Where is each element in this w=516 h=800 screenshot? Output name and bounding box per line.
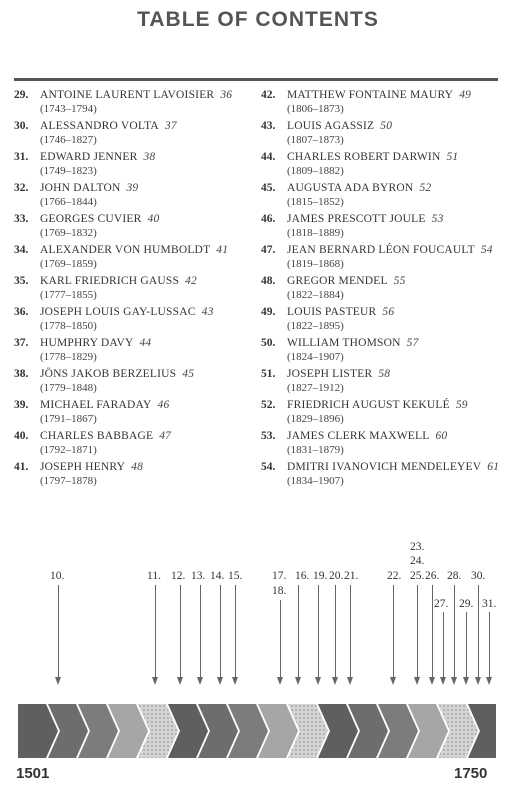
entry-title	[287, 213, 444, 225]
entry-title	[40, 430, 171, 442]
life-dates: (1829–1896)	[287, 413, 344, 425]
entry-title	[287, 399, 468, 411]
scientist-name: LOUIS AGASSIZ	[287, 120, 375, 132]
life-dates: (1778–1829)	[40, 351, 97, 363]
entry-number: 31.	[14, 151, 29, 163]
entry-title	[287, 120, 392, 132]
page-number: 41	[216, 244, 229, 256]
life-dates: (1792–1871)	[40, 444, 97, 456]
entry-number: 52.	[261, 399, 276, 411]
life-dates: (1797–1878)	[40, 475, 97, 487]
entry-number: 40.	[14, 430, 29, 442]
page-number: 38	[143, 151, 156, 163]
scientist-name: MICHAEL FARADAY	[40, 399, 152, 411]
toc-entry	[14, 117, 254, 148]
page-number: 55	[393, 275, 406, 287]
toc-entry	[261, 334, 501, 365]
entry-number: 32.	[14, 182, 29, 194]
scientist-name: JAMES CLERK MAXWELL	[287, 430, 430, 442]
entry-title	[287, 461, 499, 473]
entry-number: 38.	[14, 368, 29, 380]
entry-number: 34.	[14, 244, 29, 256]
toc-right-column	[261, 86, 501, 489]
timeline-chevron-band	[18, 704, 496, 758]
life-dates: (1779–1848)	[40, 382, 97, 394]
entry-number: 41.	[14, 461, 29, 473]
timeline-marker: 20.	[329, 570, 344, 582]
page-number: 59	[455, 399, 468, 411]
page-number: 42	[185, 275, 197, 287]
entry-title	[287, 244, 493, 256]
timeline-marker: 27.	[434, 598, 449, 610]
timeline-marker: 22.	[387, 570, 402, 582]
life-dates: (1827–1912)	[287, 382, 344, 394]
timeline-marker: 12.	[171, 570, 186, 582]
page-number: 58	[378, 368, 391, 380]
life-dates: (1824–1907)	[287, 351, 344, 363]
life-dates: (1746–1827)	[40, 134, 97, 146]
entry-number: 29.	[14, 89, 29, 101]
timeline-marker: 16.	[295, 570, 310, 582]
page-number: 37	[164, 120, 177, 132]
scientist-name: CHARLES ROBERT DARWIN	[287, 151, 441, 163]
timeline-end-year: 1750	[454, 765, 488, 782]
entry-number: 36.	[14, 306, 29, 318]
timeline-marker: 14.	[210, 570, 225, 582]
entry-number: 47.	[261, 244, 276, 256]
page-number: 52	[419, 182, 432, 194]
page-number: 44	[139, 337, 152, 349]
entry-title	[40, 306, 214, 318]
scientist-name: ANTOINE LAURENT LAVOISIER	[40, 89, 215, 101]
toc-entry	[14, 179, 254, 210]
life-dates: (1777–1855)	[40, 289, 97, 301]
entry-title	[287, 337, 419, 349]
life-dates: (1815–1852)	[287, 196, 344, 208]
life-dates: (1778–1850)	[40, 320, 97, 332]
timeline-marker: 30.	[471, 570, 486, 582]
entry-title	[287, 275, 406, 287]
scientist-name: GREGOR MENDEL	[287, 275, 388, 287]
scientist-name: CHARLES BABBAGE	[40, 430, 154, 442]
life-dates: (1791–1867)	[40, 413, 97, 425]
scientist-name: JOSEPH LISTER	[287, 368, 373, 380]
toc-entry	[14, 303, 254, 334]
entry-title	[40, 275, 197, 287]
entry-title	[287, 368, 390, 380]
entry-title	[287, 182, 431, 194]
life-dates: (1743–1794)	[40, 103, 97, 115]
toc-entry	[14, 86, 254, 117]
entry-title	[40, 461, 143, 473]
page-number: 53	[431, 213, 444, 225]
timeline-marker: 19.	[313, 570, 328, 582]
toc-entry	[14, 148, 254, 179]
timeline-marker: 25.	[410, 570, 425, 582]
entry-title	[40, 213, 159, 225]
life-dates: (1831–1879)	[287, 444, 344, 456]
page-number: 54	[480, 244, 493, 256]
toc-entry	[14, 427, 254, 458]
page-number: 56	[382, 306, 395, 318]
entry-title	[287, 89, 471, 101]
toc-entry	[261, 365, 501, 396]
toc-entry	[261, 458, 501, 489]
entry-number: 50.	[261, 337, 276, 349]
entry-number: 43.	[261, 120, 276, 132]
entry-number: 45.	[261, 182, 276, 194]
timeline-marker: 17.	[272, 570, 287, 582]
entry-title	[287, 306, 394, 318]
page-number: 47	[159, 430, 172, 442]
life-dates: (1822–1884)	[287, 289, 344, 301]
timeline-marker: 13.	[191, 570, 206, 582]
entry-title	[287, 151, 458, 163]
page-number: 46	[157, 399, 170, 411]
scientist-name: HUMPHRY DAVY	[40, 337, 134, 349]
entry-number: 51.	[261, 368, 276, 380]
scientist-name: JAMES PRESCOTT JOULE	[287, 213, 426, 225]
scientist-name: ALEXANDER VON HUMBOLDT	[40, 244, 211, 256]
entry-number: 30.	[14, 120, 29, 132]
entry-title	[40, 399, 169, 411]
toc-entry	[261, 148, 501, 179]
timeline-marker: 28.	[447, 570, 462, 582]
toc-entry	[14, 334, 254, 365]
page-number: 61	[487, 461, 500, 473]
page-number: 60	[435, 430, 448, 442]
toc-entry	[261, 303, 501, 334]
timeline-marker: 31.	[482, 598, 497, 610]
scientist-name: JOSEPH HENRY	[40, 461, 126, 473]
toc-entry	[261, 241, 501, 272]
timeline-marker: 21.	[344, 570, 359, 582]
life-dates: (1749–1823)	[40, 165, 97, 177]
timeline-marker: 10.	[50, 570, 65, 582]
entry-number: 33.	[14, 213, 29, 225]
scientist-name: AUGUSTA ADA BYRON	[287, 182, 414, 194]
life-dates: (1834–1907)	[287, 475, 344, 487]
page-number: 57	[406, 337, 419, 349]
timeline-marker: 18.	[272, 585, 287, 597]
entry-number: 37.	[14, 337, 29, 349]
life-dates: (1822–1895)	[287, 320, 344, 332]
scientist-name: FRIEDRICH AUGUST KEKULÉ	[287, 399, 450, 411]
timeline-marker: 24.	[410, 555, 425, 567]
entry-number: 39.	[14, 399, 29, 411]
life-dates: (1809–1882)	[287, 165, 344, 177]
entry-title	[40, 89, 232, 101]
scientist-name: JOSEPH LOUIS GAY-LUSSAC	[40, 306, 196, 318]
timeline-marker: 11.	[147, 570, 161, 582]
page-number: 43	[201, 306, 214, 318]
page-number: 45	[182, 368, 195, 380]
page-title: TABLE OF CONTENTS	[137, 8, 379, 31]
scientist-name: LOUIS PASTEUR	[287, 306, 377, 318]
page-number: 49	[459, 89, 472, 101]
toc-entry	[261, 427, 501, 458]
scientist-name: JÖNS JAKOB BERZELIUS	[40, 368, 177, 380]
scientist-name: MATTHEW FONTAINE MAURY	[287, 89, 454, 101]
toc-left-column	[14, 86, 254, 489]
toc-entry	[14, 210, 254, 241]
scientist-name: GEORGES CUVIER	[40, 213, 142, 225]
scientist-name: DMITRI IVANOVICH MENDELEYEV	[287, 461, 482, 473]
toc-entry	[261, 179, 501, 210]
timeline-start-year: 1501	[16, 765, 50, 782]
entry-title	[40, 244, 228, 256]
toc-entry	[261, 210, 501, 241]
page-number: 39	[126, 182, 139, 194]
entry-title	[40, 368, 194, 380]
timeline-marker: 26.	[425, 570, 440, 582]
entry-number: 53.	[261, 430, 276, 442]
entry-title	[40, 151, 155, 163]
entry-number: 54.	[261, 461, 276, 473]
toc-entry	[261, 272, 501, 303]
life-dates: (1818–1889)	[287, 227, 344, 239]
life-dates: (1819–1868)	[287, 258, 344, 270]
scientist-name: JOHN DALTON	[40, 182, 121, 194]
toc-entry	[14, 396, 254, 427]
entry-number: 44.	[261, 151, 276, 163]
life-dates: (1807–1873)	[287, 134, 344, 146]
toc-entry	[14, 272, 254, 303]
entry-number: 46.	[261, 213, 276, 225]
entry-number: 42.	[261, 89, 276, 101]
entry-number: 49.	[261, 306, 276, 318]
scientist-name: WILLIAM THOMSON	[287, 337, 401, 349]
toc-entry	[261, 86, 501, 117]
page-number: 48	[131, 461, 144, 473]
entry-title	[40, 182, 138, 194]
entry-number: 48.	[261, 275, 276, 287]
life-dates: (1769–1859)	[40, 258, 97, 270]
entry-title	[40, 337, 151, 349]
scientist-name: JEAN BERNARD LÉON FOUCAULT	[287, 244, 475, 256]
page-number: 50	[380, 120, 393, 132]
toc-entry	[14, 365, 254, 396]
timeline-marker: 29.	[459, 598, 474, 610]
page-number: 36	[220, 89, 233, 101]
scientist-name: ALESSANDRO VOLTA	[40, 120, 159, 132]
title-divider	[14, 78, 498, 81]
toc-entry	[261, 396, 501, 427]
entry-title	[287, 430, 447, 442]
entry-number: 35.	[14, 275, 29, 287]
toc-entry	[261, 117, 501, 148]
life-dates: (1766–1844)	[40, 196, 97, 208]
scientist-name: KARL FRIEDRICH GAUSS	[40, 275, 180, 287]
timeline-marker: 15.	[228, 570, 243, 582]
life-dates: (1806–1873)	[287, 103, 344, 115]
entry-title	[40, 120, 177, 132]
toc-entry	[14, 241, 254, 272]
page-number: 51	[446, 151, 459, 163]
scientist-name: EDWARD JENNER	[40, 151, 138, 163]
life-dates: (1769–1832)	[40, 227, 97, 239]
toc-entry	[14, 458, 254, 489]
timeline-marker: 23.	[410, 541, 425, 553]
page-number: 40	[147, 213, 160, 225]
